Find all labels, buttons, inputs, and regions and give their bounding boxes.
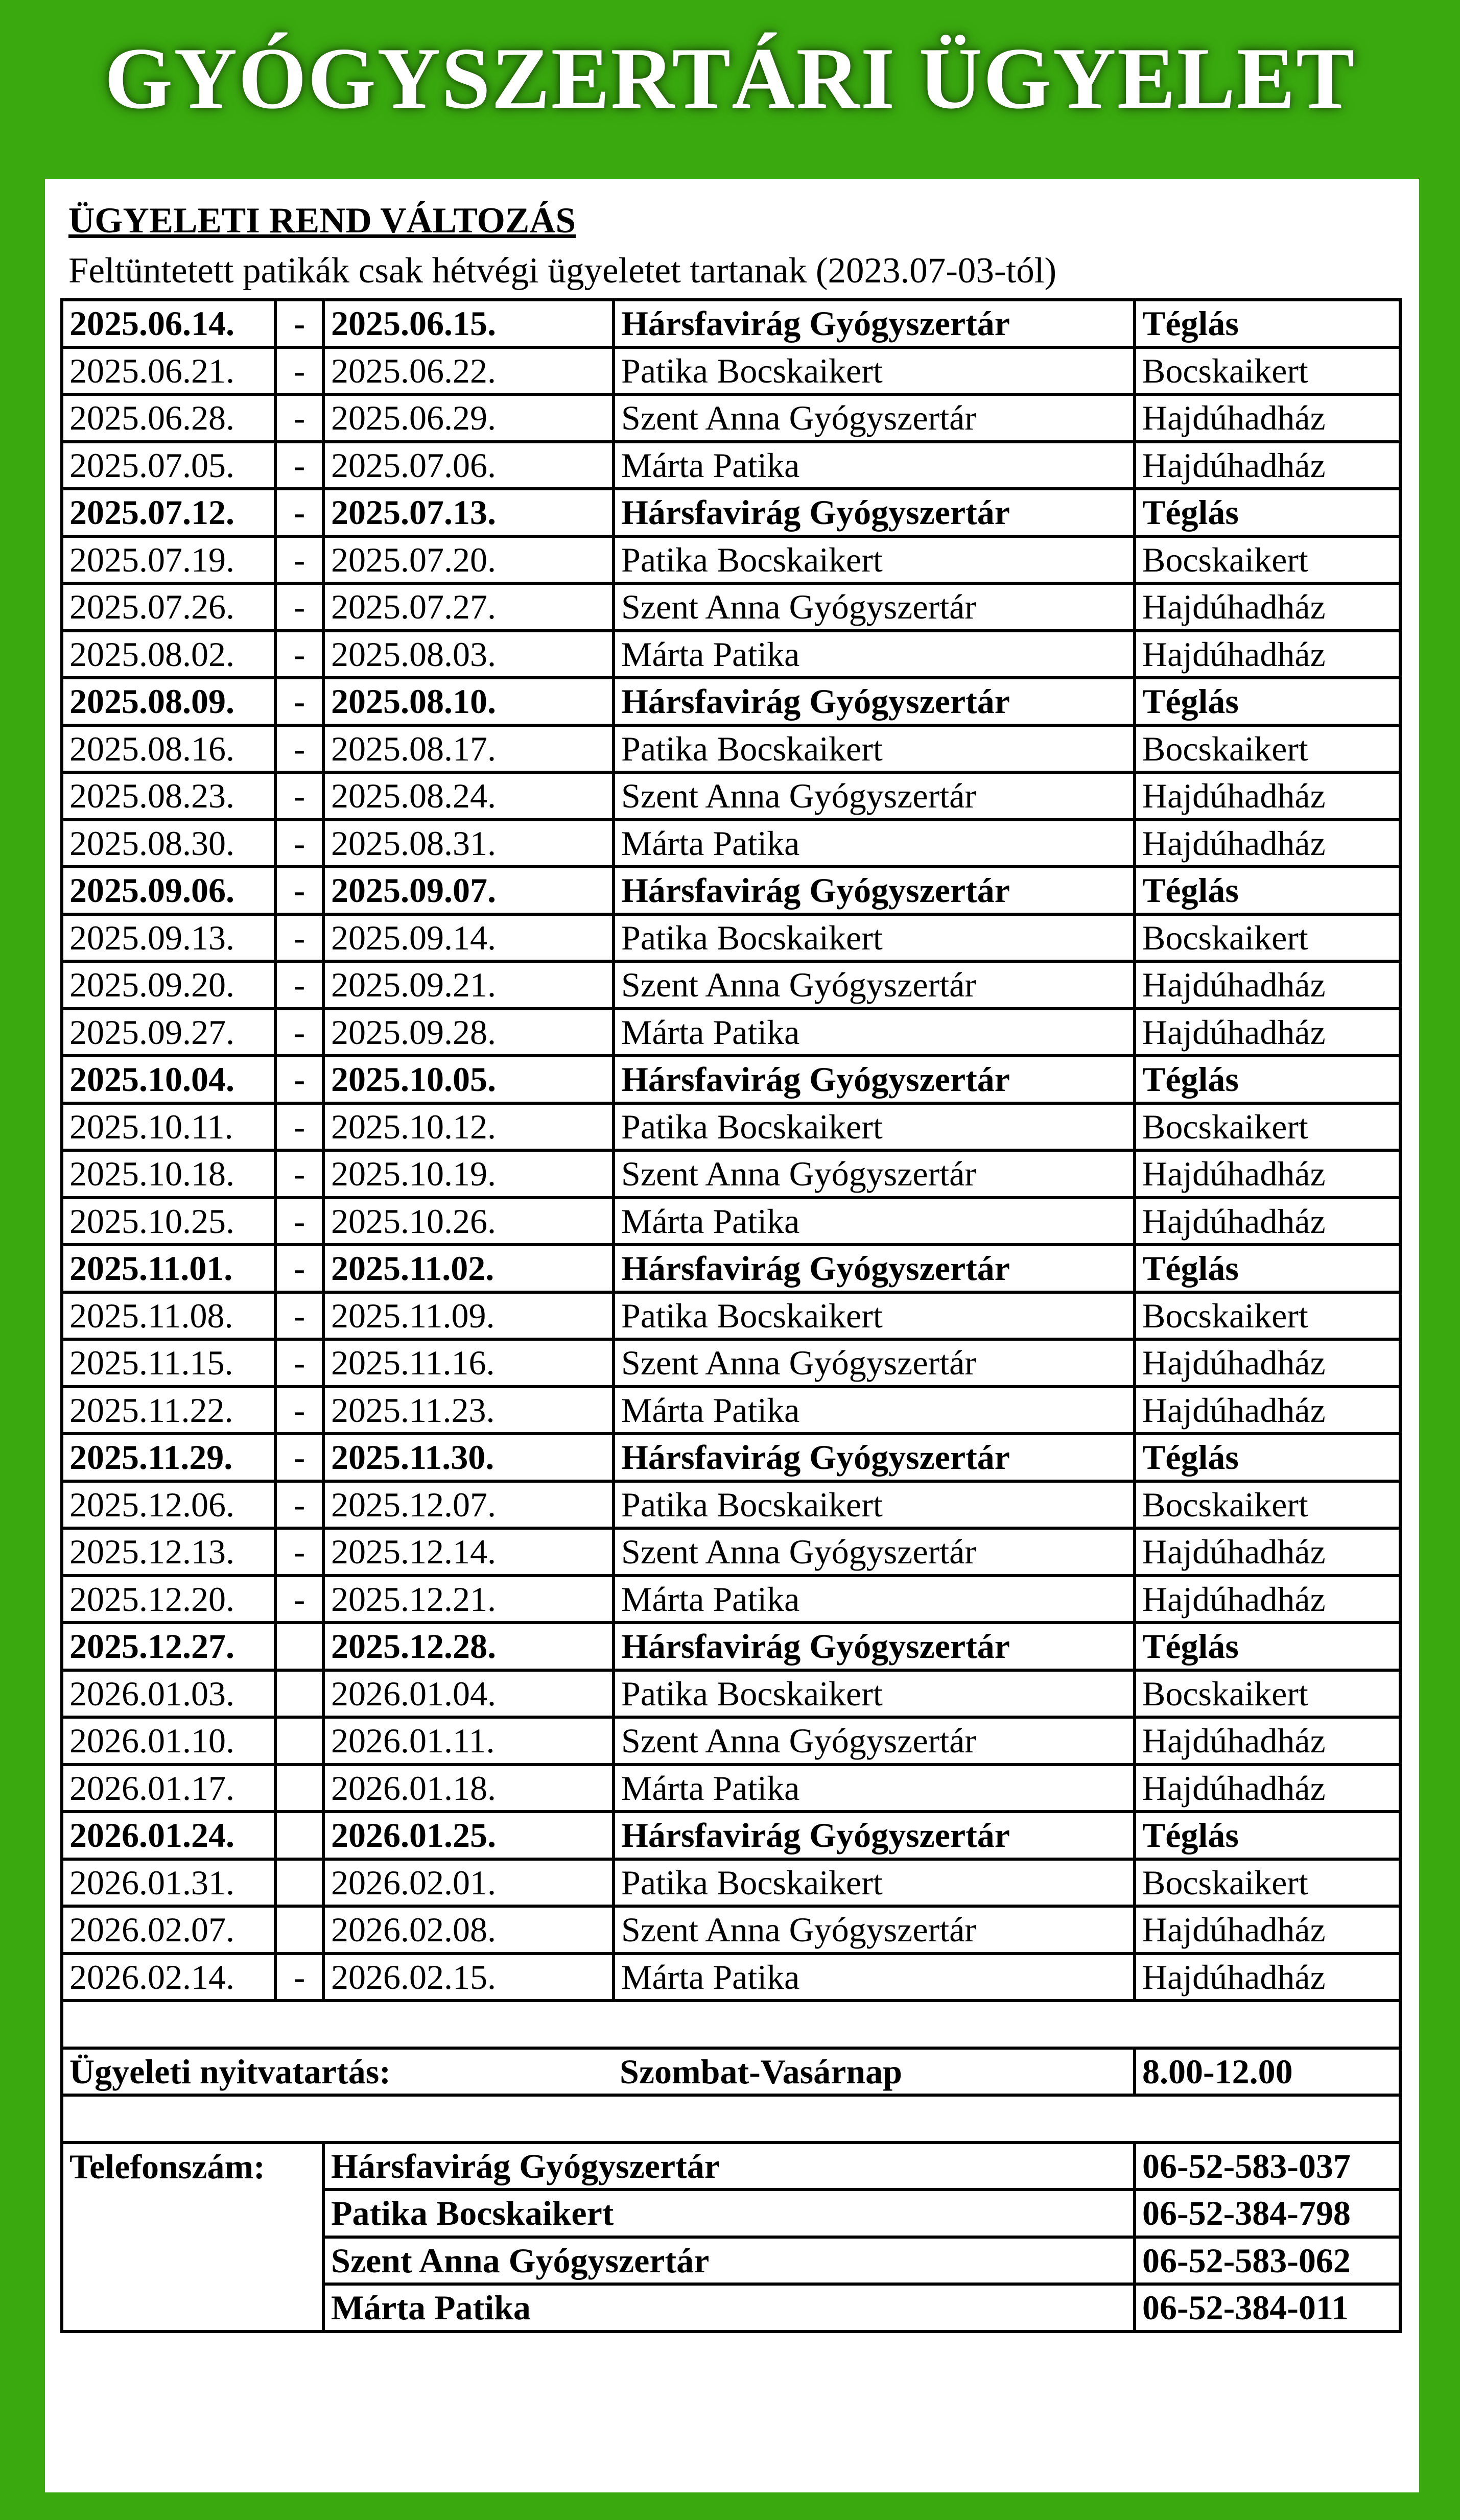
date-to: 2025.09.14. — [323, 914, 614, 962]
date-from: 2026.01.17. — [62, 1765, 275, 1812]
date-separator — [275, 1812, 323, 1859]
date-separator: - — [275, 1150, 323, 1198]
town-name: Hajdúhadház — [1135, 1906, 1400, 1954]
town-name: Bocskaikert — [1135, 1670, 1400, 1718]
date-separator — [275, 1670, 323, 1718]
date-to: 2025.06.22. — [323, 347, 614, 395]
schedule-row — [62, 536, 1400, 584]
date-to: 2025.10.05. — [323, 1056, 614, 1103]
date-from: 2025.10.04. — [62, 1056, 275, 1103]
phone-number: 06-52-384-011 — [1135, 2284, 1400, 2332]
schedule-row — [62, 583, 1400, 631]
spacer-cell — [62, 2001, 1400, 2048]
pharmacy-name: Szent Anna Gyógyszertár — [614, 772, 1135, 820]
date-from: 2025.11.01. — [62, 1245, 275, 1292]
date-to: 2025.10.26. — [323, 1198, 614, 1245]
date-to: 2025.08.24. — [323, 772, 614, 820]
date-from: 2025.09.27. — [62, 1009, 275, 1056]
date-separator: - — [275, 300, 323, 347]
schedule-row — [62, 394, 1400, 442]
date-to: 2025.11.02. — [323, 1245, 614, 1292]
opening-label: Ügyeleti nyitvatartás: — [62, 2048, 614, 2096]
schedule-row — [62, 1906, 1400, 1954]
date-from: 2025.09.20. — [62, 961, 275, 1009]
date-to: 2025.12.28. — [323, 1623, 614, 1670]
date-from: 2025.07.05. — [62, 442, 275, 489]
pharmacy-name: Márta Patika — [614, 1009, 1135, 1056]
date-from: 2025.06.14. — [62, 300, 275, 347]
date-to: 2025.09.28. — [323, 1009, 614, 1056]
pharmacy-name: Patika Bocskaikert — [614, 536, 1135, 584]
phone-row — [62, 2143, 1400, 2190]
date-from: 2025.10.25. — [62, 1198, 275, 1245]
date-separator: - — [275, 1245, 323, 1292]
date-separator: - — [275, 1954, 323, 2001]
date-separator — [275, 1717, 323, 1765]
phone-number: 06-52-384-798 — [1135, 2190, 1400, 2237]
schedule-row — [62, 725, 1400, 773]
phone-name: Hársfavirág Gyógyszertár — [323, 2143, 1135, 2190]
schedule-row — [62, 772, 1400, 820]
date-to: 2026.02.08. — [323, 1906, 614, 1954]
date-separator: - — [275, 583, 323, 631]
pharmacy-name: Márta Patika — [614, 1576, 1135, 1623]
date-from: 2025.11.08. — [62, 1292, 275, 1340]
schedule-row — [62, 1623, 1400, 1670]
date-from: 2025.07.19. — [62, 536, 275, 584]
pharmacy-name: Patika Bocskaikert — [614, 725, 1135, 773]
pharmacy-name: Patika Bocskaikert — [614, 914, 1135, 962]
pharmacy-name: Hársfavirág Gyógyszertár — [614, 1434, 1135, 1481]
schedule-row — [62, 1670, 1400, 1718]
pharmacy-name: Hársfavirág Gyógyszertár — [614, 1056, 1135, 1103]
town-name: Bocskaikert — [1135, 1103, 1400, 1151]
town-name: Hajdúhadház — [1135, 631, 1400, 678]
pharmacy-name: Hársfavirág Gyógyszertár — [614, 1623, 1135, 1670]
schedule-row — [62, 347, 1400, 395]
pharmacy-name: Márta Patika — [614, 820, 1135, 867]
date-separator — [275, 1623, 323, 1670]
town-name: Bocskaikert — [1135, 536, 1400, 584]
town-name: Hajdúhadház — [1135, 1765, 1400, 1812]
date-to: 2025.09.07. — [323, 867, 614, 914]
pharmacy-name: Szent Anna Gyógyszertár — [614, 1717, 1135, 1765]
date-to: 2025.11.23. — [323, 1387, 614, 1434]
schedule-row — [62, 1009, 1400, 1056]
pharmacy-name: Hársfavirág Gyógyszertár — [614, 867, 1135, 914]
date-from: 2025.09.13. — [62, 914, 275, 962]
town-name: Bocskaikert — [1135, 1481, 1400, 1529]
date-from: 2025.09.06. — [62, 867, 275, 914]
date-to: 2025.09.21. — [323, 961, 614, 1009]
date-separator: - — [275, 1434, 323, 1481]
date-from: 2025.11.15. — [62, 1339, 275, 1387]
town-name: Hajdúhadház — [1135, 394, 1400, 442]
schedule-row — [62, 1954, 1400, 2001]
schedule-row — [62, 1150, 1400, 1198]
pharmacy-name: Hársfavirág Gyógyszertár — [614, 1812, 1135, 1859]
date-from: 2026.02.14. — [62, 1954, 275, 2001]
date-from: 2026.02.07. — [62, 1906, 275, 1954]
date-separator: - — [275, 1009, 323, 1056]
town-name: Hajdúhadház — [1135, 1339, 1400, 1387]
schedule-row — [62, 1859, 1400, 1907]
date-to: 2025.11.16. — [323, 1339, 614, 1387]
date-separator: - — [275, 1387, 323, 1434]
town-name: Téglás — [1135, 867, 1400, 914]
pharmacy-name: Szent Anna Gyógyszertár — [614, 961, 1135, 1009]
schedule-row — [62, 678, 1400, 725]
pharmacy-name: Patika Bocskaikert — [614, 347, 1135, 395]
pharmacy-name: Hársfavirág Gyógyszertár — [614, 1245, 1135, 1292]
schedule-row — [62, 1292, 1400, 1340]
schedule-row — [62, 1481, 1400, 1529]
schedule-row — [62, 1339, 1400, 1387]
pharmacy-name: Hársfavirág Gyógyszertár — [614, 300, 1135, 347]
town-name: Hajdúhadház — [1135, 1387, 1400, 1434]
date-from: 2026.01.10. — [62, 1717, 275, 1765]
pharmacy-name: Hársfavirág Gyógyszertár — [614, 678, 1135, 725]
opening-hours-row — [62, 2048, 1400, 2096]
town-name: Téglás — [1135, 678, 1400, 725]
pharmacy-name: Szent Anna Gyógyszertár — [614, 394, 1135, 442]
town-name: Téglás — [1135, 1245, 1400, 1292]
town-name: Hajdúhadház — [1135, 1717, 1400, 1765]
town-name: Hajdúhadház — [1135, 583, 1400, 631]
town-name: Hajdúhadház — [1135, 1576, 1400, 1623]
schedule-row — [62, 820, 1400, 867]
date-to: 2025.07.06. — [323, 442, 614, 489]
phone-name: Szent Anna Gyógyszertár — [323, 2237, 1135, 2285]
date-to: 2026.02.15. — [323, 1954, 614, 2001]
date-from: 2025.06.28. — [62, 394, 275, 442]
page-title: GYÓGYSZERTÁRI ÜGYELET — [104, 30, 1356, 127]
date-from: 2025.10.11. — [62, 1103, 275, 1151]
date-separator: - — [275, 394, 323, 442]
date-separator: - — [275, 867, 323, 914]
date-to: 2025.07.27. — [323, 583, 614, 631]
phone-name: Márta Patika — [323, 2284, 1135, 2332]
date-from: 2025.08.23. — [62, 772, 275, 820]
town-name: Bocskaikert — [1135, 1292, 1400, 1340]
date-to: 2026.02.01. — [323, 1859, 614, 1907]
town-name: Hajdúhadház — [1135, 1009, 1400, 1056]
spacer-row — [62, 2095, 1400, 2143]
date-separator: - — [275, 820, 323, 867]
date-to: 2026.01.25. — [323, 1812, 614, 1859]
date-separator: - — [275, 347, 323, 395]
town-name: Hajdúhadház — [1135, 820, 1400, 867]
schedule-row — [62, 867, 1400, 914]
date-separator: - — [275, 678, 323, 725]
date-to: 2026.01.11. — [323, 1717, 614, 1765]
pharmacy-name: Patika Bocskaikert — [614, 1859, 1135, 1907]
pharmacy-name: Patika Bocskaikert — [614, 1670, 1135, 1718]
date-from: 2025.12.06. — [62, 1481, 275, 1529]
town-name: Téglás — [1135, 1056, 1400, 1103]
duty-schedule-table — [60, 298, 1402, 2333]
pharmacy-name: Patika Bocskaikert — [614, 1103, 1135, 1151]
date-to: 2026.01.04. — [323, 1670, 614, 1718]
spacer-cell — [62, 2095, 1400, 2143]
date-to: 2025.12.14. — [323, 1528, 614, 1576]
pharmacy-name: Márta Patika — [614, 1954, 1135, 2001]
date-from: 2025.12.20. — [62, 1576, 275, 1623]
date-to: 2025.11.30. — [323, 1434, 614, 1481]
town-name: Bocskaikert — [1135, 1859, 1400, 1907]
schedule-row — [62, 442, 1400, 489]
schedule-row — [62, 1387, 1400, 1434]
date-to: 2025.11.09. — [323, 1292, 614, 1340]
town-name: Hajdúhadház — [1135, 772, 1400, 820]
phone-label: Telefonszám: — [62, 2143, 323, 2332]
date-from: 2026.01.24. — [62, 1812, 275, 1859]
date-separator: - — [275, 961, 323, 1009]
date-separator: - — [275, 772, 323, 820]
town-name: Bocskaikert — [1135, 725, 1400, 773]
date-separator: - — [275, 631, 323, 678]
town-name: Hajdúhadház — [1135, 1150, 1400, 1198]
date-to: 2025.07.20. — [323, 536, 614, 584]
date-separator: - — [275, 536, 323, 584]
date-separator — [275, 1906, 323, 1954]
schedule-row — [62, 631, 1400, 678]
date-to: 2025.06.29. — [323, 394, 614, 442]
town-name: Hajdúhadház — [1135, 442, 1400, 489]
date-separator: - — [275, 1198, 323, 1245]
date-separator — [275, 1859, 323, 1907]
town-name: Téglás — [1135, 1623, 1400, 1670]
notice-text: Feltüntetett patikák csak hétvégi ügyeletet tartanak (2023.07-03-tól) — [68, 251, 1057, 291]
date-from: 2025.12.13. — [62, 1528, 275, 1576]
date-to: 2025.08.17. — [323, 725, 614, 773]
opening-hours: 8.00-12.00 — [1135, 2048, 1400, 2096]
date-from: 2025.12.27. — [62, 1623, 275, 1670]
date-from: 2025.11.22. — [62, 1387, 275, 1434]
schedule-row — [62, 1198, 1400, 1245]
pharmacy-name: Patika Bocskaikert — [614, 1481, 1135, 1529]
pharmacy-name: Hársfavirág Gyógyszertár — [614, 489, 1135, 536]
date-separator: - — [275, 1481, 323, 1529]
section-heading: ÜGYELETI REND VÁLTOZÁS — [68, 201, 576, 241]
pharmacy-name: Márta Patika — [614, 442, 1135, 489]
phone-number: 06-52-583-062 — [1135, 2237, 1400, 2285]
pharmacy-name: Szent Anna Gyógyszertár — [614, 583, 1135, 631]
town-name: Hajdúhadház — [1135, 1954, 1400, 2001]
schedule-row — [62, 1717, 1400, 1765]
pharmacy-name: Szent Anna Gyógyszertár — [614, 1339, 1135, 1387]
phone-name: Patika Bocskaikert — [323, 2190, 1135, 2237]
date-separator: - — [275, 914, 323, 962]
town-name: Téglás — [1135, 1434, 1400, 1481]
date-to: 2025.08.31. — [323, 820, 614, 867]
date-from: 2025.11.29. — [62, 1434, 275, 1481]
schedule-row — [62, 1245, 1400, 1292]
town-name: Bocskaikert — [1135, 347, 1400, 395]
date-to: 2025.10.12. — [323, 1103, 614, 1151]
schedule-row — [62, 1056, 1400, 1103]
pharmacy-name: Szent Anna Gyógyszertár — [614, 1150, 1135, 1198]
schedule-row — [62, 1528, 1400, 1576]
date-separator — [275, 1765, 323, 1812]
pharmacy-name: Szent Anna Gyógyszertár — [614, 1906, 1135, 1954]
schedule-row — [62, 1812, 1400, 1859]
date-separator: - — [275, 1103, 323, 1151]
schedule-row — [62, 1434, 1400, 1481]
town-name: Téglás — [1135, 489, 1400, 536]
schedule-row — [62, 961, 1400, 1009]
date-to: 2025.08.10. — [323, 678, 614, 725]
date-to: 2025.12.07. — [323, 1481, 614, 1529]
date-to: 2026.01.18. — [323, 1765, 614, 1812]
date-separator: - — [275, 442, 323, 489]
pharmacy-name: Márta Patika — [614, 631, 1135, 678]
pharmacy-name: Márta Patika — [614, 1387, 1135, 1434]
date-separator: - — [275, 1292, 323, 1340]
pharmacy-name: Márta Patika — [614, 1198, 1135, 1245]
opening-days: Szombat-Vasárnap — [614, 2048, 1135, 2096]
date-separator: - — [275, 1339, 323, 1387]
date-separator: - — [275, 725, 323, 773]
town-name: Téglás — [1135, 300, 1400, 347]
date-to: 2025.06.15. — [323, 300, 614, 347]
date-from: 2025.07.26. — [62, 583, 275, 631]
town-name: Hajdúhadház — [1135, 1528, 1400, 1576]
pharmacy-name: Patika Bocskaikert — [614, 1292, 1135, 1340]
date-from: 2025.08.30. — [62, 820, 275, 867]
date-from: 2025.07.12. — [62, 489, 275, 536]
phone-number: 06-52-583-037 — [1135, 2143, 1400, 2190]
spacer-row — [62, 2001, 1400, 2048]
date-to: 2025.07.13. — [323, 489, 614, 536]
date-separator: - — [275, 489, 323, 536]
schedule-row — [62, 1103, 1400, 1151]
schedule-row — [62, 1765, 1400, 1812]
town-name: Téglás — [1135, 1812, 1400, 1859]
pharmacy-name: Márta Patika — [614, 1765, 1135, 1812]
schedule-row — [62, 914, 1400, 962]
date-from: 2025.10.18. — [62, 1150, 275, 1198]
date-from: 2025.06.21. — [62, 347, 275, 395]
schedule-row — [62, 1576, 1400, 1623]
date-to: 2025.12.21. — [323, 1576, 614, 1623]
date-from: 2025.08.09. — [62, 678, 275, 725]
town-name: Hajdúhadház — [1135, 961, 1400, 1009]
date-separator: - — [275, 1056, 323, 1103]
date-from: 2025.08.16. — [62, 725, 275, 773]
schedule-body — [62, 300, 1400, 2332]
town-name: Hajdúhadház — [1135, 1198, 1400, 1245]
date-to: 2025.08.03. — [323, 631, 614, 678]
town-name: Bocskaikert — [1135, 914, 1400, 962]
schedule-row — [62, 489, 1400, 536]
date-from: 2026.01.31. — [62, 1859, 275, 1907]
date-from: 2026.01.03. — [62, 1670, 275, 1718]
date-separator: - — [275, 1528, 323, 1576]
date-to: 2025.10.19. — [323, 1150, 614, 1198]
schedule-row — [62, 300, 1400, 347]
date-from: 2025.08.02. — [62, 631, 275, 678]
pharmacy-name: Szent Anna Gyógyszertár — [614, 1528, 1135, 1576]
date-separator: - — [275, 1576, 323, 1623]
